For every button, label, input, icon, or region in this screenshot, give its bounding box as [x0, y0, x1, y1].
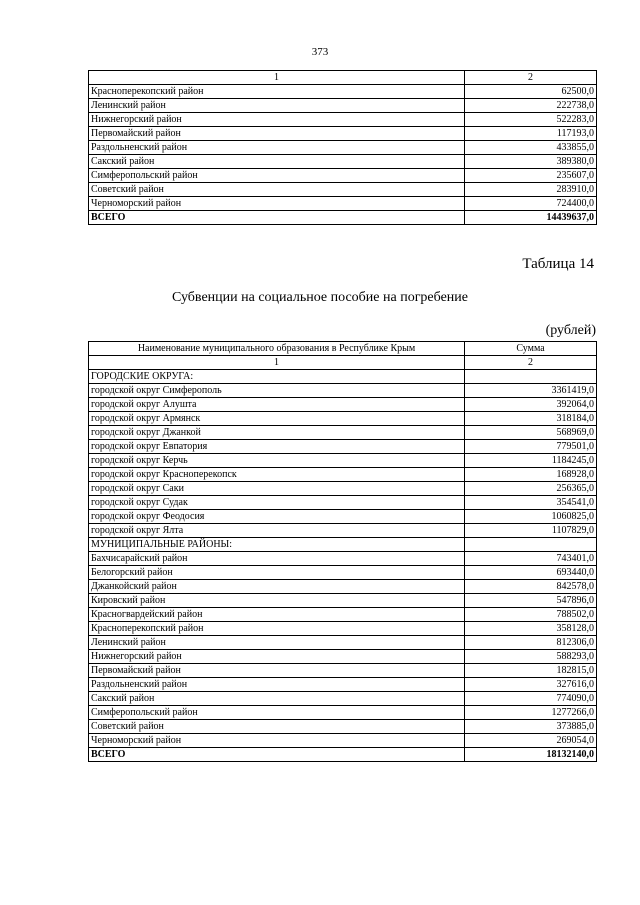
row-name: Ленинский район — [89, 636, 465, 650]
row-value: 693440,0 — [465, 566, 597, 580]
table-row — [89, 664, 597, 678]
table-row — [89, 566, 597, 580]
table-row — [89, 141, 597, 155]
row-name: Советский район — [89, 183, 465, 197]
table-row — [89, 197, 597, 211]
row-value: 588293,0 — [465, 650, 597, 664]
row-value: 256365,0 — [465, 482, 597, 496]
row-name: городской округ Керчь — [89, 454, 465, 468]
row-value: 568969,0 — [465, 426, 597, 440]
table-row — [89, 426, 597, 440]
table-row — [89, 468, 597, 482]
table-title: Субвенции на социальное пособие на погребение — [171, 290, 469, 305]
row-value: 327616,0 — [465, 678, 597, 692]
row-name: Ленинский район — [89, 99, 465, 113]
row-name: городской округ Алушта — [89, 398, 465, 412]
total-row — [89, 748, 597, 762]
row-name: Первомайский район — [89, 664, 465, 678]
table-row — [89, 454, 597, 468]
row-value: 354541,0 — [465, 496, 597, 510]
row-value: 1107829,0 — [465, 524, 597, 538]
section-heading-urban-districts: ГОРОДСКИЕ ОКРУГА: — [89, 370, 465, 384]
row-value: 779501,0 — [465, 440, 597, 454]
table-previous-continuation — [88, 70, 597, 225]
row-name: Бахчисарайский район — [89, 552, 465, 566]
table-row — [89, 734, 597, 748]
row-name: городской округ Евпатория — [89, 440, 465, 454]
row-value: 522283,0 — [465, 113, 597, 127]
row-name: городской округ Армянск — [89, 412, 465, 426]
table-row — [89, 384, 597, 398]
table-row — [89, 524, 597, 538]
row-value: 318184,0 — [465, 412, 597, 426]
table-row — [89, 440, 597, 454]
row-value: 724400,0 — [465, 197, 597, 211]
row-value: 358128,0 — [465, 622, 597, 636]
row-name: городской округ Джанкой — [89, 426, 465, 440]
row-name: городской округ Феодосия — [89, 510, 465, 524]
row-value: 774090,0 — [465, 692, 597, 706]
table-row — [89, 622, 597, 636]
row-value: 547896,0 — [465, 594, 597, 608]
row-name: городской округ Симферополь — [89, 384, 465, 398]
row-value: 743401,0 — [465, 552, 597, 566]
table-row — [89, 155, 597, 169]
row-value: 842578,0 — [465, 580, 597, 594]
row-value: 1184245,0 — [465, 454, 597, 468]
column-number-1: 1 — [89, 356, 465, 370]
table-row — [89, 580, 597, 594]
table-row — [89, 706, 597, 720]
row-name: Черноморский район — [89, 197, 465, 211]
row-value: 222738,0 — [465, 99, 597, 113]
table-row — [89, 594, 597, 608]
row-name: Сакский район — [89, 692, 465, 706]
column-header-amount: Сумма — [465, 342, 597, 356]
column-header-name: Наименование муниципального образования в Республике Крым — [89, 342, 465, 356]
row-name: городской округ Красноперекопск — [89, 468, 465, 482]
total-label: ВСЕГО — [89, 748, 465, 762]
section-heading-row — [89, 370, 597, 384]
row-value: 235607,0 — [465, 169, 597, 183]
table-burial-allowance-subventions — [88, 341, 597, 762]
row-value: 392064,0 — [465, 398, 597, 412]
row-name: Красноперекопский район — [89, 622, 465, 636]
table-row — [89, 636, 597, 650]
table-row — [89, 692, 597, 706]
total-value: 18132140,0 — [465, 748, 597, 762]
row-name: Советский район — [89, 720, 465, 734]
row-name: Раздольненский район — [89, 141, 465, 155]
column-number-2: 2 — [465, 356, 597, 370]
row-name: Первомайский район — [89, 127, 465, 141]
row-name: городской округ Ялта — [89, 524, 465, 538]
table-row — [89, 169, 597, 183]
table-row — [89, 552, 597, 566]
row-value: 1277266,0 — [465, 706, 597, 720]
table-column-numbers-row — [89, 356, 597, 370]
section-heading-municipal-districts: МУНИЦИПАЛЬНЫЕ РАЙОНЫ: — [89, 538, 465, 552]
column-number-1: 1 — [89, 71, 465, 85]
row-name: Джанкойский район — [89, 580, 465, 594]
row-name: Красноперекопский район — [89, 85, 465, 99]
row-name: Черноморский район — [89, 734, 465, 748]
total-row — [89, 211, 597, 225]
table-row — [89, 398, 597, 412]
table-row — [89, 183, 597, 197]
table-row — [89, 99, 597, 113]
total-label: ВСЕГО — [89, 211, 465, 225]
section-heading-row — [89, 538, 597, 552]
row-name: городской округ Саки — [89, 482, 465, 496]
table-header-row — [89, 342, 597, 356]
row-name: Сакский район — [89, 155, 465, 169]
row-name: Раздольненский район — [89, 678, 465, 692]
table-row — [89, 608, 597, 622]
row-value: 788502,0 — [465, 608, 597, 622]
row-value: 117193,0 — [465, 127, 597, 141]
table-row — [89, 496, 597, 510]
row-value: 389380,0 — [465, 155, 597, 169]
row-value: 182815,0 — [465, 664, 597, 678]
table-row — [89, 412, 597, 426]
row-value: 433855,0 — [465, 141, 597, 155]
total-value: 14439637,0 — [465, 211, 597, 225]
column-number-2: 2 — [465, 71, 597, 85]
row-value: 283910,0 — [465, 183, 597, 197]
section-heading-empty-cell — [465, 538, 597, 552]
row-value: 168928,0 — [465, 468, 597, 482]
unit-label: (рублей) — [545, 323, 596, 338]
row-name: Белогорский район — [89, 566, 465, 580]
row-name: Нижнегорский район — [89, 113, 465, 127]
row-value: 3361419,0 — [465, 384, 597, 398]
row-value: 1060825,0 — [465, 510, 597, 524]
table-row — [89, 482, 597, 496]
table-header-row — [89, 71, 597, 85]
row-value: 373885,0 — [465, 720, 597, 734]
table-row — [89, 678, 597, 692]
table-row — [89, 650, 597, 664]
row-name: Симферопольский район — [89, 169, 465, 183]
table-row — [89, 85, 597, 99]
table-row — [89, 510, 597, 524]
row-name: Симферопольский район — [89, 706, 465, 720]
row-value: 62500,0 — [465, 85, 597, 99]
row-name: Кировский район — [89, 594, 465, 608]
table-row — [89, 720, 597, 734]
table-label: Таблица 14 — [522, 256, 594, 272]
row-name: Красногвардейский район — [89, 608, 465, 622]
row-name: Нижнегорский район — [89, 650, 465, 664]
section-heading-empty-cell — [465, 370, 597, 384]
page-number: 373 — [311, 46, 329, 58]
table-row — [89, 127, 597, 141]
row-value: 269054,0 — [465, 734, 597, 748]
table-row — [89, 113, 597, 127]
row-name: городской округ Судак — [89, 496, 465, 510]
row-value: 812306,0 — [465, 636, 597, 650]
